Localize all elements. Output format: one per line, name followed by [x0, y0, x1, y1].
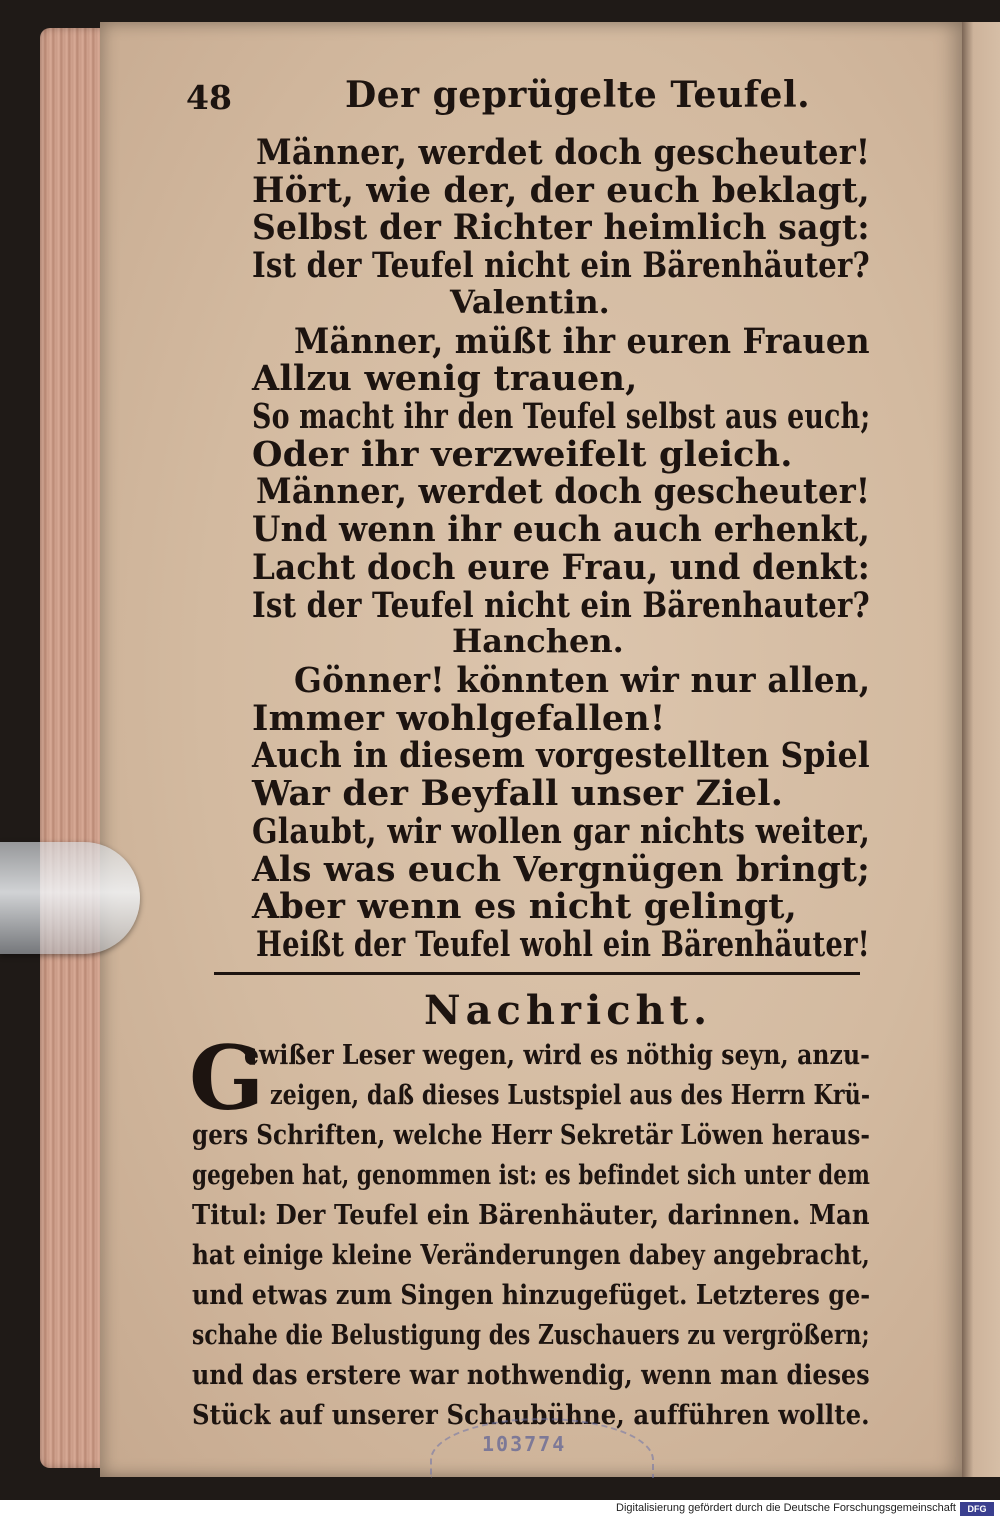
verse-line: Glaubt, wir wollen gar nichts weiter, [252, 811, 871, 852]
notice-line: schahe die Belustigung des Zuschauers zu vergrößern; [192, 1320, 870, 1351]
notice-line: und etwas zum Singen hinzugefüget. Letzteres ge- [192, 1280, 871, 1311]
dfg-logo: DFG [960, 1502, 994, 1516]
verse-line: Männer, müßt ihr euren Frauen [294, 321, 870, 362]
running-head: Der geprügelte Teufel. [345, 74, 811, 116]
verse-line: So macht ihr den Teufel selbst aus euch; [252, 396, 871, 437]
section-divider [214, 972, 860, 975]
verse-line: Und wenn ihr euch auch erhenkt, [252, 509, 871, 550]
verse-line: Selbst der Richter heimlich sagt: [252, 207, 870, 248]
notice-heading: Nachricht. [424, 987, 713, 1034]
notice-line: und das erstere war nothwendig, wenn man dieses [192, 1360, 870, 1391]
footer-credit: Digitalisierung gefördert durch die Deutsche Forschungsgemeinschaft [616, 1502, 956, 1514]
notice-line: gegeben hat, genommen ist: es befindet sich unter dem [192, 1160, 870, 1191]
verse-line: Hört, wie der, der euch beklagt, [252, 170, 870, 211]
verse-line: Ist der Teufel nicht ein Bärenhauter? [252, 585, 870, 626]
verse-line: Lacht doch eure Frau, und denkt: [252, 547, 870, 588]
verse-line: Immer wohlgefallen! [252, 698, 666, 739]
page-clip [0, 842, 140, 954]
verse-line: Gönner! könnten wir nur allen, [294, 660, 871, 701]
page-number: 48 [186, 78, 232, 117]
verse-line: Aber wenn es nicht gelingt, [252, 886, 798, 927]
verse-line: Ist der Teufel nicht ein Bärenhäuter? [252, 245, 870, 286]
notice-line: ewißer Leser wegen, wird es nöthig seyn, anzu- [244, 1040, 870, 1071]
verse-line: Heißt der Teufel wohl ein Bärenhäuter! [256, 924, 870, 965]
notice-line: hat einige kleine Veränderungen dabey angebracht, [192, 1240, 870, 1271]
verse-line: Allzu wenig trauen, [252, 358, 638, 399]
verse-line: Männer, werdet doch gescheuter! [256, 132, 871, 173]
drop-cap: G [189, 1026, 265, 1130]
notice-line: Stück auf unserer Schaubühne, aufführen wollte. [192, 1400, 870, 1431]
stamp-number: 103774 [482, 1432, 567, 1456]
verse-line: Männer, werdet doch gescheuter! [256, 471, 871, 512]
notice-line: gers Schriften, welche Herr Sekretär Löwen heraus- [192, 1120, 871, 1151]
speaker-name: Valentin. [450, 283, 610, 321]
speaker-name: Hanchen. [452, 622, 624, 660]
notice-line: Titul: Der Teufel ein Bärenhäuter, darinnen. Man [192, 1200, 870, 1231]
verse-line: Oder ihr verzweifelt gleich. [252, 434, 793, 475]
verse-line: Als was euch Vergnügen bringt; [252, 849, 870, 890]
notice-line: zeigen, daß dieses Lustspiel aus des Herrn Krü- [270, 1080, 871, 1111]
verse-line: War der Beyfall unser Ziel. [252, 773, 784, 814]
verse-line: Auch in diesem vorgestellten Spiel [252, 735, 870, 776]
